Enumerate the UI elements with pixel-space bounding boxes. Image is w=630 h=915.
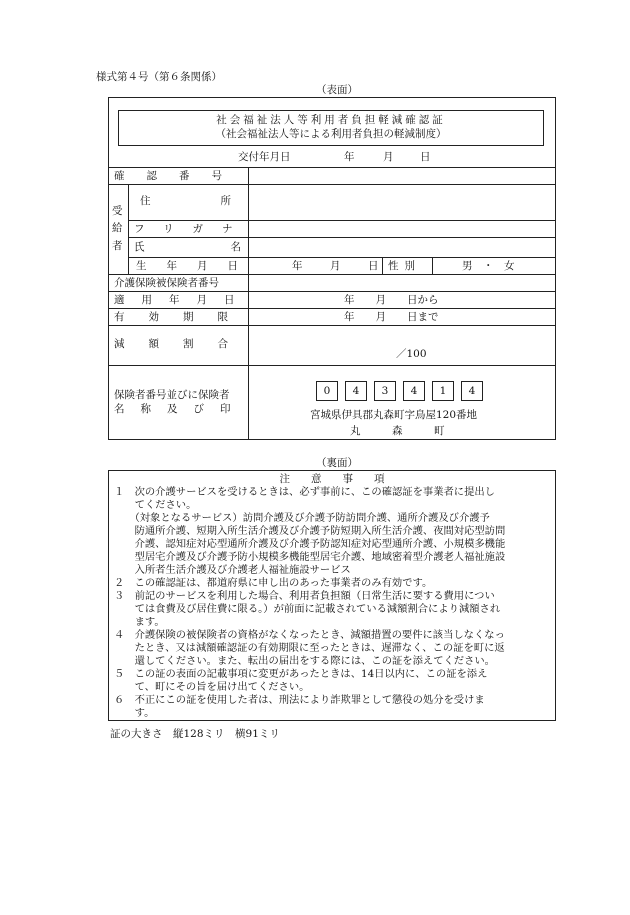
card-title: 社会福祉法人等利用者負担軽減確認証: [216, 114, 446, 126]
issue-date-label: 交付年月日: [238, 151, 291, 163]
birth-year: 年: [292, 260, 303, 272]
birth-label: 生年月日: [136, 260, 258, 272]
rule: [128, 220, 556, 221]
front-label: （表面）: [316, 84, 358, 96]
form-id: 様式第４号（第６条関係）: [96, 71, 222, 83]
note-line: ６ 不正にこの証を使用した者は、刑法により詐欺罪として懲役の処分を受けま: [114, 694, 485, 706]
rule: [108, 365, 556, 366]
note-line: 介護、認知症対応型通所介護及び介護予防認知症対応型通所介護、小規模多機能: [114, 538, 506, 550]
valid-period-label: 有効期限: [114, 311, 252, 323]
rule: [128, 184, 129, 274]
note-line: 防通所介護、短期入所生活介護及び介護予防短期入所生活介護、夜間対応型訪問: [114, 525, 506, 537]
insurer-address: 宮城県伊具郡丸森町字鳥屋120番地: [310, 409, 478, 421]
rule: [128, 257, 556, 258]
rule: [108, 184, 556, 185]
back-label: （裏面）: [316, 457, 358, 469]
issue-month: 月: [383, 151, 394, 163]
rule: [382, 257, 383, 274]
rule: [108, 308, 556, 309]
note-line: 型居宅介護及び介護予防小規模多機能型居宅介護、地域密着型介護老人福祉施設: [114, 551, 506, 563]
notes-header: 注 意 事 項: [279, 473, 385, 485]
apply-date-value: 年 月 日から: [344, 294, 439, 306]
insurer-digit: 3: [374, 381, 396, 401]
note-line: １ 次の介護サービスを受けるときは、必ず事前に、この確認証を事業者に提出し: [114, 486, 495, 498]
note-line: ては食費及び居住費に限る。）が前面に記載されている減額割合により減額され: [114, 603, 501, 615]
issue-day: 日: [420, 151, 431, 163]
note-line: ます。: [114, 616, 165, 628]
note-line: す。: [114, 707, 155, 719]
note-line: ４ 介護保険の被保険者の資格がなくなったとき、減額措置の要件に該当しなくなっ: [114, 629, 505, 641]
rule: [432, 257, 433, 274]
insurer-digit: 1: [432, 381, 454, 401]
insurer-label-1: 保険者番号並びに保険者: [114, 389, 230, 401]
rule: [108, 325, 556, 326]
insurer-label-2: 名称及び印: [114, 403, 247, 415]
rule: [108, 274, 556, 275]
note-line: ３ 前記のサービスを利用した場合、利用者負担額（日常生活に要する費用につい: [114, 590, 495, 602]
recipient-char-2: 給: [112, 222, 123, 234]
address-label: 住所: [140, 195, 301, 207]
rule: [108, 291, 556, 292]
birth-day: 日: [368, 260, 379, 272]
valid-period-value: 年 月 日まで: [344, 311, 439, 323]
note-line: 還してください。また、転出の届出をする際には、この証を添えてください。: [114, 655, 495, 667]
sex-value: 男 ・ 女: [462, 260, 515, 272]
insurer-digit: 4: [461, 381, 483, 401]
note-line: てください。: [114, 499, 197, 511]
apply-date-label: 適用年月日: [114, 294, 252, 306]
note-line: ５ この証の表面の記載事項に変更があったときは、14日以内に、この証を添え: [114, 668, 488, 680]
note-line: ２ この確認証は、都道府県に申し出のあった事業者のみ有効です。: [114, 577, 433, 589]
note-line: （対象となるサービス）訪問介護及び介護予防訪問介護、通所介護及び介護予: [114, 512, 490, 524]
birth-month: 月: [330, 260, 341, 272]
insurer-name: 丸 森 町: [350, 425, 445, 437]
rule: [128, 237, 556, 238]
recipient-char-1: 受: [112, 205, 123, 217]
recipient-char-3: 者: [112, 240, 123, 252]
note-line: たとき、又は減額確認証の有効期限に至ったときは、遅滞なく、この証を町に返: [114, 642, 505, 654]
insured-no-label: 介護保険被保険者番号: [114, 277, 219, 289]
issue-year: 年: [344, 151, 355, 163]
note-line: 入所者生活介護及び介護老人福祉施設サービス: [114, 564, 351, 576]
insurer-digit: 0: [316, 381, 338, 401]
confirm-no-label: 確認番号: [114, 170, 244, 182]
card-size-note: 証の大きさ 縦128ミリ 横91ミリ: [110, 728, 280, 740]
note-line: て、町にその旨を届け出てください。: [114, 681, 310, 693]
furigana-label: フリガナ: [134, 223, 252, 235]
reduction-rate-value: ／100: [396, 348, 427, 360]
insurer-digit: 4: [403, 381, 425, 401]
insurer-digit: 4: [345, 381, 367, 401]
sex-label: 性別: [388, 260, 421, 272]
card-subtitle: （社会福祉法人等による利用者負担の軽減制度）: [215, 128, 447, 140]
name-label: 氏名: [134, 241, 327, 253]
reduction-rate-label: 減額割合: [114, 338, 252, 350]
rule: [108, 167, 556, 168]
